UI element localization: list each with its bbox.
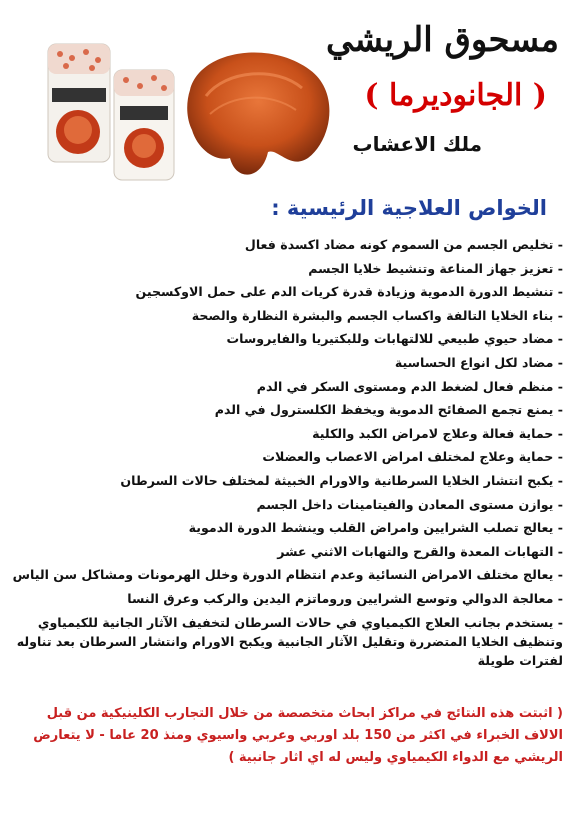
list-item: - معالجة الدوالي وتوسع الشرايين وروماتزم اليدين والركب وعرق النسا <box>127 590 563 606</box>
page-tagline: ملك الاعشاب <box>352 132 482 156</box>
list-item: - تخليص الجسم من السموم كونه مضاد اكسدة فعال <box>244 237 563 252</box>
list-item: - التهابات المعدة والقرح والتهابات الاثني عشر <box>277 543 563 559</box>
list-item: - مضاد حيوي طبيعي للالتهابات وللبكتيريا والفايروسات <box>226 331 563 347</box>
page-subtitle: ( الجانوديرما ) <box>364 78 547 113</box>
list-item: - يمنع تجمع الصفائح الدموية ويخفظ الكلسترول في الدم <box>214 402 563 418</box>
properties-list <box>8 233 563 670</box>
footnote: ( اثبتت هذه النتائج في مراكز ابحاث متخصصة من خلال التجارب الكلينيكية من قبل الالاف الخبراء في اكثر من 150 بلد اوربي وعربي واسيوي ومنذ 20 عاما - لا يتعارض الريشي مع الدواء الكيمياوي وليس له اي اثار جانبية ) <box>33 706 563 765</box>
list-item: - حماية وعلاج لمختلف امراض الاعصاب والعضلات <box>262 449 563 465</box>
product-illustration <box>40 30 340 190</box>
section-heading: الخواص العلاجية الرئيسية : <box>271 196 547 220</box>
list-item: - بناء الخلايا التالفة واكساب الجسم والبشرة النظارة والصحة <box>191 307 563 323</box>
list-item: - حماية فعالة وعلاج لامراض الكبد والكلية <box>312 425 563 441</box>
dxn-product-bottle-icon <box>114 70 174 180</box>
list-item: - تنشيط الدورة الدموية وزيادة قدرة كريات الدم على حمل الاوكسجين <box>135 284 563 300</box>
list-item: - منظم فعال لضغط الدم ومستوى السكر في الدم <box>256 378 563 394</box>
ganoderma-mushroom-icon <box>187 53 329 175</box>
list-item: - يستخدم بجانب العلاج الكيمياوي في حالات السرطان لتخفيف الآثار الجانية للكيمياوي وتنظيف الخلايا المتضررة وتقليل الآثار الجانبية ويكبح الاورام وانتشار السرطان بعد تناوله لفترات طويلة <box>16 614 563 668</box>
page-title: مسحوق الريشي <box>326 20 559 60</box>
list-item: - يوازن مستوى المعادن والفيتامينات داخل الجسم <box>256 496 563 512</box>
hero-banner <box>0 0 577 190</box>
list-item: - تعزيز جهاز المناعة وتنشيط خلايا الجسم <box>308 260 563 276</box>
list-item: - يكبح انتشار الخلايا السرطانية والاورام الخبيثة لمختلف حالات السرطان <box>120 472 563 488</box>
list-item: - يعالج تصلب الشرايين وامراض القلب وينشط الدورة الدموية <box>188 520 563 536</box>
dxn-product-bottle-icon <box>48 44 110 162</box>
list-item: - مضاد لكل انواع الحساسية <box>394 354 563 370</box>
list-item: - يعالج مختلف الامراض النسائية وعدم انتظام الدورة وخلل الهرمونات ومشاكل سن الياس <box>12 567 563 583</box>
